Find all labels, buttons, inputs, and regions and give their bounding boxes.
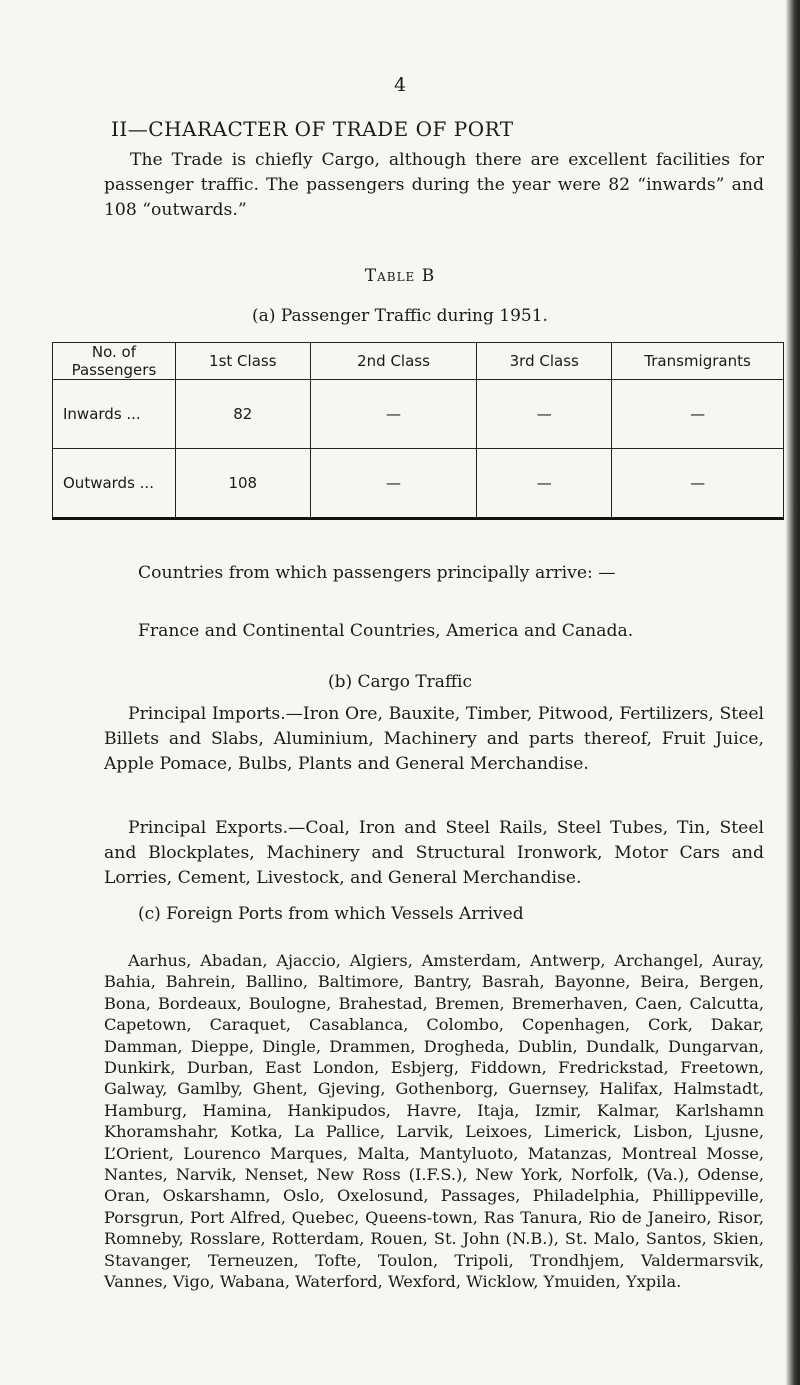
column-header: No. of Passengers bbox=[53, 343, 176, 380]
cargo-traffic-heading: (b) Cargo Traffic bbox=[328, 672, 472, 692]
table-row bbox=[53, 380, 784, 449]
foreign-ports-heading: (c) Foreign Ports from which Vessels Arrived bbox=[138, 904, 524, 924]
page-edge-shadow bbox=[786, 0, 800, 1385]
section-title: II—CHARACTER OF TRADE OF PORT bbox=[111, 117, 514, 141]
table-title: Table B bbox=[364, 266, 436, 286]
table-cell: — bbox=[310, 449, 477, 519]
table-cell: 82 bbox=[175, 380, 310, 449]
row-label: Outwards ... bbox=[53, 449, 176, 519]
table-cell: 108 bbox=[175, 449, 310, 519]
foreign-ports-list: Aarhus, Abadan, Ajaccio, Algiers, Amsterdam, Antwerp, Archangel, Auray, Bahia, Bahrein, Ballino, Baltimore, Bantry, Basrah, Bayonne, Beira, Bergen, Bona, Bordeaux, Boulogne, Brahestad, Bremen, Bremerhaven, Caen, Calcutta, Capetown, Caraquet, Casablanca, Colombo, Copenhagen, Cork, Dakar, Damman, Dieppe, Dingle, Drammen, Drogheda, Dublin, Dundalk, Dungarvan, Dunkirk, Durban, East London, Esbjerg, Fiddown, Fredrickstad, Freetown, Galway, Gamlby, Ghent, Gjeving, Gothenborg, Guernsey, Halifax, Halmstadt, Hamburg, Hamina, Hankipudos, Havre, Itaja, Izmir, Kalmar, Karlshamn Khoramshahr, Kotka, La Pallice, Larvik, Leixoes, Limerick, Lisbon, Ljusne, L’Orient, Lourenco Marques, Malta, Mantyluoto, Matanzas, Montreal Mosse, Nantes, Narvik, Nenset, New Ross (I.F.S.), New York, Norfolk, (Va.), Odense, Oran, Oskarshamn, Oslo, Oxelosund, Passages, Philadelphia, Phillippeville, Porsgrun, Port Alfred, Quebec, Queens-town, Ras Tanura, Rio de Janeiro, Risor, Romneby, Rosslare, Rotterdam, Rouen, St. John (N.B.), St. Malo, Santos, Skien, Stavanger, Terneuzen, Tofte, Toulon, Tripoli, Trondhjem, Valdermarsvik, Vannes, Vigo, Wabana, Waterford, Wexford, Wicklow, Ymuiden, Yxpila. bbox=[104, 951, 764, 1292]
table-header-row bbox=[53, 343, 784, 380]
table-cell: — bbox=[612, 449, 784, 519]
intro-paragraph: The Trade is chiefly Cargo, although there are excellent facilities for passenger traffic. The passengers during the year were 82 “inwards” and 108 “outwards.” bbox=[104, 150, 764, 220]
passenger-traffic-table bbox=[52, 342, 784, 520]
column-header: 2nd Class bbox=[310, 343, 477, 380]
column-header: 1st Class bbox=[175, 343, 310, 380]
countries-list: France and Continental Countries, America and Canada. bbox=[138, 621, 634, 641]
table-cell: — bbox=[477, 449, 612, 519]
table-cell: — bbox=[612, 380, 784, 449]
column-header: 3rd Class bbox=[477, 343, 612, 380]
table-cell: — bbox=[310, 380, 477, 449]
principal-imports-paragraph: Principal Imports.—Iron Ore, Bauxite, Timber, Pitwood, Fertilizers, Steel Billets and Slabs, Aluminium, Machinery and parts thereof, Fruit Juice, Apple Pomace, Bulbs, Plants and General Merchandise. bbox=[104, 704, 764, 774]
row-label: Inwards ... bbox=[53, 380, 176, 449]
page-number: 4 bbox=[393, 74, 407, 96]
table-cell: — bbox=[477, 380, 612, 449]
table-subtitle: (a) Passenger Traffic during 1951. bbox=[252, 306, 548, 326]
table-row bbox=[53, 449, 784, 519]
column-header: Transmigrants bbox=[612, 343, 784, 380]
countries-label: Countries from which passengers principally arrive: — bbox=[138, 563, 616, 583]
principal-exports-paragraph: Principal Exports.—Coal, Iron and Steel Rails, Steel Tubes, Tin, Steel and Blockplates, Machinery and Structural Ironwork, Motor Cars and Lorries, Cement, Livestock, and General Merchandise. bbox=[104, 818, 764, 888]
